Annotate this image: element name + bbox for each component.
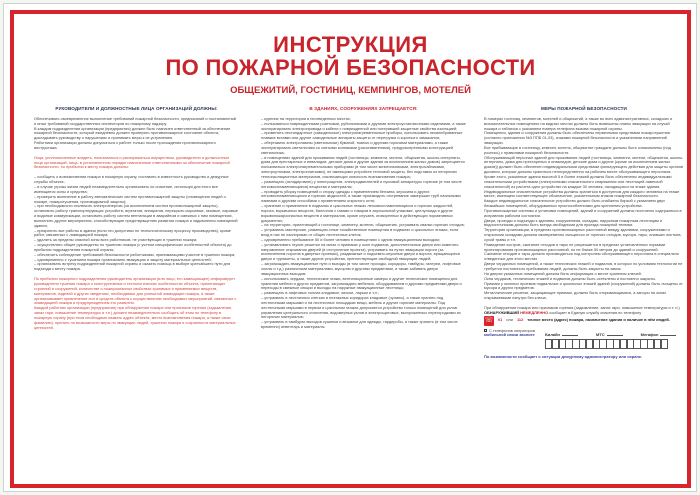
intro-paragraph: Работники организации должны допускаться к работе только после прохождения противопожарного инструктажа. (34, 140, 216, 150)
prohibition-item: – хранение и применение в подвалах и цокольных этажах легковоспламеняющихся и горючих жидкостей, пороха, взрывчатых веществ, баллонов с газами и товаров в аэрозольной упаковке, целлулоида и других взрывопожароопасных веществ и материалов, кроме случаев, оговоренных в действующих нормативных документах; (261, 203, 454, 223)
column-header-duties: РУКОВОДИТЕЛИ И ДОЛЖНОСТНЫЕ ЛИЦА ОРГАНИЗАЦИЙ ДОЛЖНЫ: (55, 106, 218, 111)
measure-paragraph: Индивидуальные спасательные устройства должны храниться в доступном для каждого человека на этаже месте, имеющем соответствующее обозначение, указательным знаком пожарной безопасности. (484, 188, 680, 199)
prohibition-item: – устраивать мастерские, размещать иные хозяйственные помещения в подвалах и цокольных этажах, если вход в них не изолирован от общих лестничных клеток; (261, 227, 459, 238)
measure-paragraph: Противопожарные системы и установки помещений, зданий и сооружений должны постоянно содержаться в исправном рабочем состоянии. (484, 207, 682, 218)
poster-frame (10, 10, 691, 488)
measure-paragraph: Сжигание отходов и тары должно производиться под контролем обслуживающего персонала в специально отведенных для этого местах. (484, 251, 679, 262)
column-header-safety-measures: МЕРЫ ПОЖАРНОЙ БЕЗОПАСНОСТИ (541, 106, 627, 111)
measure-paragraph: Разведение костров, сжигание отходов и тары не разрешается в пределах установленных нормами проектирования противопожарных расстояний, но не ближе 50 метров до зданий и сооружений. (484, 241, 666, 252)
duty-item: – проверить включение в работу автоматических систем противопожарной защиты (оповещения людей о пожаре, пожаротушения, противодымной защиты); (34, 193, 226, 204)
alert-place-text: точное место (адрес) пожара, назначение здания и наличие в нём людей. (527, 317, 670, 323)
duty-item: – прекратить все работы в здании (если это допустимо по технологическому процессу производства), кроме работ, связанных с ликвидацией пожара; (34, 227, 231, 238)
duty-item: – организовать встречу подразделений пожарной охраны и оказать помощь в выборе кратчайшего пути для подъезда к месту пожара. (34, 261, 231, 272)
measure-paragraph: Двери чердачных помещений, а также технических этажей и подвалов, в которых по условиям технологии не требуется постоянного пребывания людей, должны быть закрыты на замок. (484, 261, 683, 271)
duty-item: – осуществлять общее руководство по тушению пожара (с учетом специфических особенностей объекта) до прибытия подразделения пожарной охраны; (34, 242, 232, 252)
prohibition-item: – размещать в лифтовых холлах кладовые, киоски, ларьки и т.п.; (261, 290, 379, 296)
red-intro-paragraph: Лица, уполномоченные владеть, пользоваться и распоряжаться имуществом, руководители и должностные лица организаций, лица, в установленном порядке назначенные ответственными за обеспечение пожарной безопасности, по прибытии к месту пожара должны: (34, 154, 230, 170)
prohibition-item: – устраивать в тамбурах выходов сушилки и вешалки для одежды, гардеробы, а также хранить (в том числе временно) инвентарь и материалы. (261, 319, 458, 330)
numbers-or-text: или (506, 317, 513, 323)
prohibition-item: – обертывать электролампы (светильники) бумагой, тканью и другими горючими материалами, а также эксплуатировать светильники со снятыми колпаками (рассеивателями), предусмотренными конструкцией светильника; (261, 140, 454, 155)
alert-text (484, 306, 684, 316)
footer-note: По возможности сообщает о ситуации дежурному администратору или охране. (484, 354, 643, 360)
duty-item: – в случае угрозы жизни людей незамедлительно организовать их спасение, используя для этого все имеющиеся силы и средства; (34, 183, 219, 194)
mobile-note (484, 329, 539, 350)
prohibition-item: – применять нестандартные (самодельные) электронагревательные приборы, использовать некалиброванные плавкие вставки или другие самодельные аппараты защиты от перегрузки и короткого замыкания; (261, 130, 463, 141)
subtitle: ОБЩЕЖИТИЙ, ГОСТИНИЦ, КЕМПИНГОВ, МОТЕЛЕЙ (230, 85, 471, 96)
measure-paragraph: Кроме этого, указанные здания высотой 5 и более этажей должны быть обеспечены индивидуальными спасательными устройствами (электронными спасательного снаряжения или лестницей-навесной спасательной) из расчета одно устройство на каждые 30 человек, находящихся на этаже здания. (484, 173, 672, 189)
operator-megafon: Мегафон (641, 333, 677, 338)
prohibition-item: – устраивать в лестничных клетках и поэтажных коридорах кладовые (чуланы), а также хранить под лестничными маршами и на лестничных площадках вещи, мебель и другие горючие материалы. Под лестничными маршами в первом и цокольном этажах допускается устройство только помещений для узлов управления центрального отопления, водомерных узлов и электрощитовых, выгороженных перегородками из негорючих материалов; (261, 295, 461, 320)
operator-mts: МТС (596, 333, 623, 338)
emergency-call-block (484, 306, 684, 360)
duty-item: – удалить за пределы опасной зоны всех работников, не участвующих в тушении пожара; (34, 237, 198, 243)
duty-item: – сообщить о возникновении пожара в пожарную охрану, поставить в известность руководство и дежурные службы объекта; (34, 174, 229, 185)
measure-paragraph: Двери, проезды и подъезды к зданиям, сооружениям, складам, наружным пожарным лестницам и водоисточникам должны быть всегда свободными для проезда пожарной техники. (484, 217, 663, 228)
checkbox-icon (484, 329, 487, 332)
measure-paragraph: Каждое индивидуальное спасательное устройство должно быть снабжено биркой с указанием двух ближайших помещений, оборудованных приспособлениями для крепления устройства. (484, 198, 665, 209)
duty-item: – обеспечить соблюдение требований безопасности работниками, принимающими участие в тушении пожара; (34, 251, 236, 257)
prohibition-item: – одновременно пребывание 50 и более человек в помещениях с одним эвакуационным выходом; (261, 236, 440, 242)
operator-labels (545, 333, 676, 338)
prohibition-item: – проводить уборку помещений и стирку одежды с применением бензина, керосина и других легковоспламеняющихся и горючих жидкостей, а также производить отогревание замерзших труб паяльными лампами и другими способами с применением открытого огня; (261, 188, 461, 204)
column-prohibitions (261, 107, 466, 330)
column-duties (34, 107, 239, 330)
mobile-operators-row (484, 329, 684, 350)
mobile-note-line-2: мобильной связи звоните (484, 332, 535, 338)
red-outro-paragraph: По прибытии пожарного подразделения руководитель организации (или лицо, его замещающее) информирует руководителя тушения пожара о конструктивных и технологических особенностях объекта, прилегающих строений и сооружений, количестве и пожароопасных свойствах хранимых и применяемых веществ, материалов, изделий и других сведениях, необходимых для успешной ликвидации пожара, а также организовывает привлечение сил и средств объекта к осуществлению необходимых мероприятий, связанных с ликвидацией пожара и предупреждением его развития. (34, 276, 237, 306)
measure-paragraph: Окна чердаков, технических этажей и подвалов должны быть остеклены и постоянно закрыты. (484, 275, 657, 281)
operator-beeline: Билайн (545, 333, 578, 338)
prohibition-item: – устанавливать глухие решетки на окнах и приямках у окон подвалов, дополнительные двери или изменять направление открывания дверей (в отступление проекта), устраивать на путях эвакуации пороги (за исключением порогов в дверных проемах), раздвижные и подъемно-опускные двери и ворота, вращающиеся двери и турникеты, а также другие устройства, препятствующие свободной эвакуации людей; (261, 241, 460, 262)
measure-paragraph: Все прибывающие в гостиницу, кемпинг, мотель, общежитие граждане должны быть ознакомлены (под роспись) с правилами пожарной безопасности. (484, 144, 671, 155)
column-safety-measures (484, 107, 684, 360)
duty-item: – одновременно с тушением пожара организовать эвакуацию и защиту материальных ценностей; (34, 256, 212, 262)
mobile-note-line-1: С телефонов операторов (489, 327, 535, 333)
prohibition-item: – курение на территории в неотведенных местах; (261, 115, 351, 121)
measure-paragraph: Приямки у оконных проемов подвальных и цокольных этажей зданий (сооружений) должны быть очищены от мусора и других предметов. (484, 280, 683, 291)
phone-icon: ☏ (484, 316, 494, 324)
prohibition-item: – загромождать эвакуационные пути и выходы (в том числе проходы, коридоры, тамбуры, галереи, лифтовые холлы и т.д.) различными материалами, мусором и другими предметами, а также забивать двери эвакуационных выходов; (261, 261, 461, 276)
prohibition-item: – на территории, прилегающей к гостинице, кемпингу, мотелю, общежитию, устраивать свалки горючих отходов; (261, 222, 465, 228)
measure-paragraph: В номерах гостиниц, кемпингов, мотелей и общежитий, а также во всех административных, складских и вспомогательных помещениях на видных местах должны быть вывешены планы эвакуации на случай пожара и таблички с указанием номера телефона вызова пожарной охраны. (484, 115, 673, 131)
intro-paragraph: Обеспечивать своевременное выполнение требований пожарной безопасности, предписаний и постановлений и иных требований государственных инспекторов по пожарному надзору. (34, 115, 236, 126)
alert-post-text: сообщает в Единую службу спасения по телефону (549, 309, 642, 315)
measure-paragraph: Помещения, здания и сооружения должны быть обеспечены первичными средствами пожаротушения (согласно приложения №3 ППБ 01-03), знаками пожарной безопасности и указателями направлений эвакуации. (484, 130, 670, 146)
alert-immediately-word: НЕМЕДЛЕННО (520, 309, 549, 315)
measure-paragraph: Металлические решетки, защищающие приямки, должны быть открывающимися, а запоры на окнах открываемыми изнутри без ключа. (484, 290, 667, 301)
phone-number-cells (545, 339, 676, 349)
emergency-number-112: 112 (516, 317, 524, 323)
duty-item: – при необходимости отключить электроэнергию (за исключением систем противопожарной защиты), остановить работу транспортирующих устройств, агрегатов, аппаратов, перекрыть сырьевые, газовые, паровые и водяные коммуникации, остановить работу систем вентиляции в аварийном и смежных с ним помещениях, выполнить другие мероприятия, способствующие предотвращению развития пожара и задымления помещений здания; (34, 203, 238, 228)
red-outro-paragraph: Каждый работник организации (предприятия) при обнаружении пожара или признаков горения (задымление, запах гари, повышение температуры и т.п.) должен незамедлительно сообщить об этом по телефону в пожарную охрану (при этом необходимо назвать адрес объекта, место возникновения пожара, а также свою фамилию), принять по возможности меры по эвакуации людей, тушению пожара и сохранности материальных ценностей. (34, 305, 236, 330)
prohibition-item: – использовать чердаки, технические этажи, вентиляционные камеры и другие технические помещения для хранения мебели и других предметов, загромождать мебелью, оборудованием и другими предметами двери и переходы в смежные секции и выходы на наружные эвакуационные лестницы; (261, 275, 462, 291)
alert-detector-word: ОБНАРУЖИВШИЙ (484, 309, 520, 315)
measure-paragraph: Территория организации, в пределах противопожарных расстояний между зданиями, сооружениями и открытыми складами должна своевременно очищаться от горючих отходов, мусора, тары, опавших листьев, сухой травы и т.п. (484, 227, 682, 242)
prohibition-item: – размещать (складировать) у электрощитов, электродвигателей и пусковой аппаратуры горючие (в том числе легковоспламеняющиеся) вещества и материалы; (261, 178, 462, 189)
operator-fields (545, 329, 676, 350)
intro-paragraph: В каждом подразделении организации (предприятия) должен быть назначен ответственный за обеспечение пожарной безопасности, который ежедневно должен проверять противопожарное состояние объекта, докладывать руководству о нарушениях и принимать меры к их устранению. (34, 125, 231, 141)
measure-paragraph: Обслуживающий персонал зданий для проживания людей (гостиницы, кемпинги, мотели, общежития, школы-интернаты, дома для престарелых и инвалидов, детские дома и другие (кроме за исключением жилых домов)) должен быть обеспечен индивидуальными средствами фильтрующего действия для защиты органов дыхания, которые должны храниться непосредственно на рабочем месте обслуживающего персонала. (484, 154, 684, 175)
emergency-numbers-row (484, 316, 684, 326)
column-header-prohibitions: В ЗДАНИЯХ, СООРУЖЕНИЯХ ЗАПРЕЩАЕТСЯ: (309, 106, 418, 111)
title-line-2: ПО ПОЖАРНОЙ БЕЗОПАСНОСТИ (165, 55, 536, 80)
measure-paragraph: На дверях указанных помещений должна быть информация о месте хранения ключей. (484, 270, 642, 276)
prohibition-item: – в помещениях зданий для проживания людей (гостиницы, кемпинги, мотели, общежития, школы-интернаты, дома для престарелых и инвалидов, детские дома и другие здания за исключением жилых домов) запрещается пользоваться электронагревательными приборами (в том числе кипятильниками, электрочайниками, электроутюгами, электроплитками), не имеющими устройств тепловой защиты, без подставок из негорючих теплоизоляционных материалов, исключающих опасность возникновения пожара; (261, 154, 465, 179)
title-line-1: ИНСТРУКЦИЯ (273, 32, 428, 57)
prohibition-item: – пользоваться поврежденными розетками, рубильниками и другими электроустановочными изделиями, а также эксплуатировать электропровода и кабели с поврежденной или потерявшей защитные свойства изоляцией; (261, 120, 466, 131)
alert-pre-text: При обнаружении пожара или признаков горения (задымление, запах гари, повышение температуры и т. п.) (484, 304, 680, 310)
emergency-number-01: 01 (498, 317, 503, 323)
